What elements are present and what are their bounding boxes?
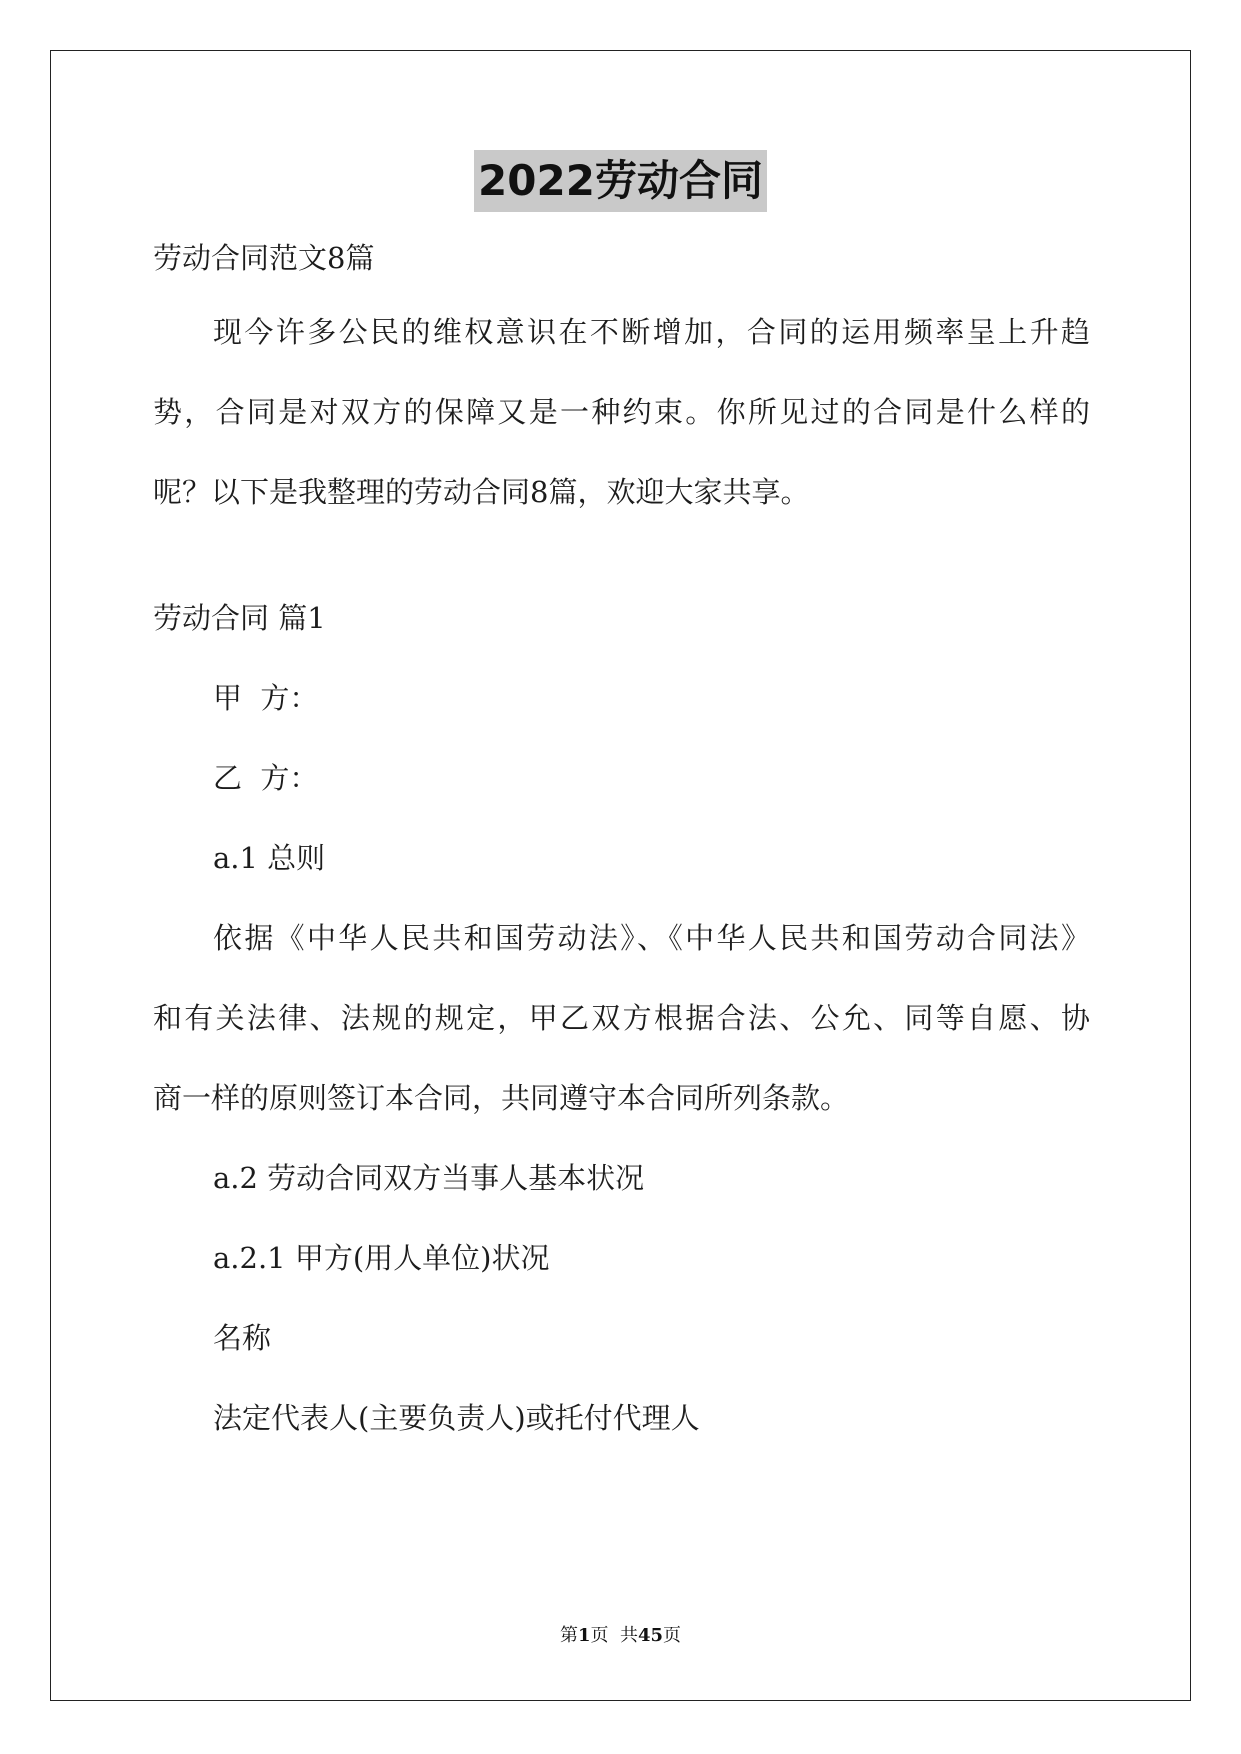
clause-a1: a.1 总则 [213,841,326,875]
party-b-label: 乙 方： [213,761,319,795]
field-representative: 法定代表人(主要负责人)或托付代理人 [213,1401,700,1435]
page-footer [0,1624,1241,1648]
basis-line-2: 和有关法律、法规的规定，甲乙双方根据合法、公允、同等自愿、协 [153,1001,1090,1035]
intro-line-2: 势，合同是对双方的保障又是一种约束。你所见过的合同是什么样的 [153,395,1090,429]
section-title: 劳动合同 篇1 [153,601,326,635]
basis-line-1: 依据《中华人民共和国劳动法》、《中华人民共和国劳动合同法》 [213,921,1090,955]
clause-a2: a.2 劳动合同双方当事人基本状况 [213,1161,645,1195]
title-container [0,150,1241,212]
footer-prefix: 第 [559,1625,578,1646]
clause-a21: a.2.1 甲方(用人单位)状况 [213,1241,550,1275]
footer-middle: 页 共 [590,1625,638,1646]
field-name: 名称 [213,1321,272,1355]
intro-line-1: 现今许多公民的维权意识在不断增加，合同的运用频率呈上升趋 [213,315,1090,349]
document-heading: 劳动合同范文8篇 [153,241,375,275]
footer-suffix: 页 [663,1625,682,1646]
basis-line-3: 商一样的原则签订本合同，共同遵守本合同所列条款。 [153,1081,850,1115]
intro-line-3: 呢？以下是我整理的劳动合同8篇，欢迎大家共享。 [153,475,810,509]
document-title: 2022劳动合同 [474,150,767,212]
footer-page-number: 1 [577,1625,591,1646]
footer-total-pages: 45 [637,1625,664,1646]
party-a-label: 甲 方： [213,681,319,715]
